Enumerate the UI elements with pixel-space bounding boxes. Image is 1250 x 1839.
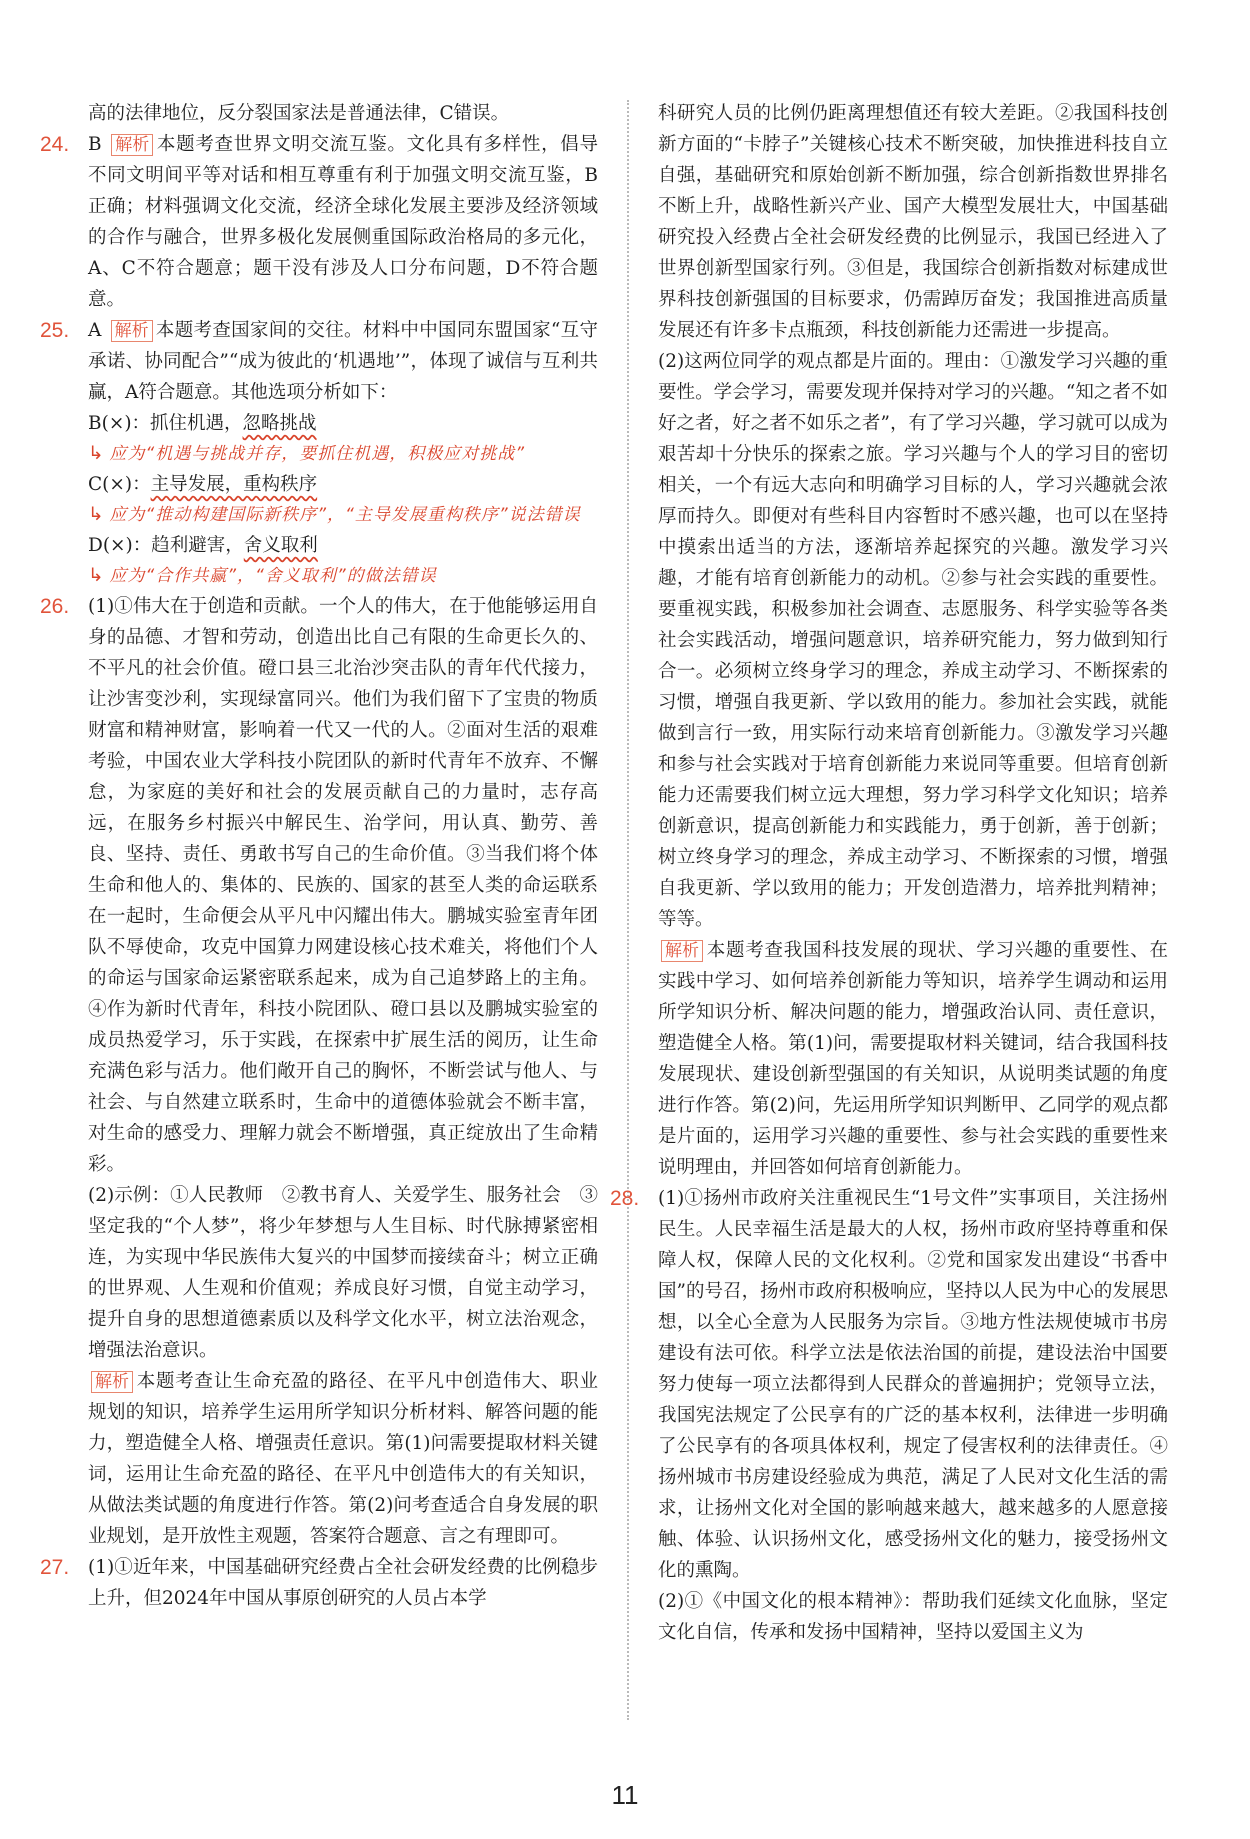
option-b-line bbox=[88, 408, 598, 439]
analysis-text: 本题考查让生命充盈的路径、在平凡中创造伟大、职业规划的知识，培养学生运用所学知识分析材料、解答问题的能力，塑造健全人格、增强责任意识。第(1)问需要提取材料关键词，运用让生命充盈的路径、在平凡中创造伟大的有关知识，从做法类试题的角度进行作答。第(2)问考查适合自身发展的职业规划，是开放性主观题，答案符合题意、言之有理即可。 bbox=[88, 1371, 598, 1547]
analysis-tag: 解析 bbox=[661, 940, 703, 962]
right-column bbox=[610, 98, 1168, 1648]
question-28 bbox=[610, 1183, 1168, 1648]
option-c-note bbox=[88, 500, 598, 530]
analysis-tag: 解析 bbox=[111, 320, 153, 342]
answer-letter: B bbox=[88, 134, 102, 155]
question-number: 25. bbox=[40, 319, 70, 342]
option-b-prefix: B(×)：抓住机遇， bbox=[88, 413, 243, 434]
arrow-icon: ↳ bbox=[88, 565, 104, 586]
handwritten-note: 应为“推动构建国际新秩序”，“主导发展重构秩序”说法错误 bbox=[109, 505, 581, 525]
question-24 bbox=[40, 129, 598, 315]
option-b-note bbox=[88, 439, 598, 469]
analysis-text: 本题考查国家间的交往。材料中中国同东盟国家“互守承诺、协同配合”“成为彼此的‘机遇地’”，体现了诚信与互利共赢，A符合题意。其他选项分析如下： bbox=[88, 320, 598, 403]
option-d-error: 舍义取利 bbox=[243, 535, 318, 556]
analysis-text: 本题考查我国科技发展的现状、学习兴趣的重要性、在实践中学习、如何培养创新能力等知识，培养学生调动和运用所学知识分析、解决问题的能力，增强政治认同、责任意识，塑造健全人格。第(1)问，需要提取材料关键词，结合我国科技发展现状、建设创新型强国的有关知识，从说明类试题的角度进行作答。第(2)问，先运用所学知识判断甲、乙同学的观点都是片面的，运用学习兴趣的重要性、参与社会实践的重要性来说明理由，并回答如何培育创新能力。 bbox=[658, 940, 1168, 1178]
analysis-paragraph bbox=[88, 1366, 598, 1552]
analysis-tag: 解析 bbox=[91, 1371, 133, 1393]
analysis-tag: 解析 bbox=[111, 134, 153, 156]
answer-part-1: (1)①近年来，中国基础研究经费占全社会研发经费的比例稳步上升，但2024年中国从事原创研究的人员占本学 bbox=[88, 1557, 598, 1609]
answer-part-1: (1)①扬州市政府关注重视民生“1号文件”实事项目，关注扬州民生。人民幸福生活是最大的人权，扬州市政府坚持尊重和保障人权，保障人民的文化权利。②党和国家发出建设“书香中国”的号召，扬州市政府积极响应，坚持以人民为中心的发展思想，以全心全意为人民服务为宗旨。③地方性法规使城市书房建设有法可依。科学立法是依法治国的前提，建设法治中国要努力使每一项立法都得到人民群众的普遍拥护；党领导立法，我国宪法规定了公民享有的广泛的基本权利，法律进一步明确了公民享有的各项具体权利，规定了侵害权利的法律责任。④扬州城市书房建设经验成为典范，满足了人民对文化生活的需求，让扬州文化对全国的影响越来越大，越来越多的人愿意接触、体验、认识扬州文化，感受扬州文化的魅力，接受扬州文化的熏陶。 bbox=[658, 1188, 1168, 1581]
column-divider bbox=[627, 100, 629, 1720]
question-25 bbox=[40, 315, 598, 408]
left-column bbox=[40, 98, 598, 1614]
answer-part-1: (1)①伟大在于创造和贡献。一个人的伟大，在于他能够运用自身的品德、才智和劳动，创造出比自己有限的生命更长久的、不平凡的社会价值。磴口县三北治沙突击队的青年代代接力，让沙害变沙利，实现绿富同兴。他们为我们留下了宝贵的物质财富和精神财富，影响着一代又一代的人。②面对生活的艰难考验，中国农业大学科技小院团队的新时代青年不放弃、不懈怠，为家庭的美好和社会的发展贡献自己的力量时，志存高远，在服务乡村振兴中解民生、治学问，用认真、勤劳、善良、坚持、责任、勇敢书写自己的生命价值。③当我们将个体生命和他人的、集体的、民族的、国家的甚至人类的命运联系在一起时，生命便会从平凡中闪耀出伟大。鹏城实验室青年团队不辱使命，攻克中国算力网建设核心技术难关，将他们个人的命运与国家命运紧密联系起来，成为自己追梦路上的主角。④作为新时代青年，科技小院团队、磴口县以及鹏城实验室的成员热爱学习，乐于实践，在探索中扩展生活的阅历，让生命充满色彩与活力。他们敞开自己的胸怀，不断尝试与他人、与社会、与自然建立联系时，生命中的道德体验就会不断丰富，对生命的感受力、理解力就会不断增强，真正绽放出了生命精彩。 bbox=[88, 596, 598, 1175]
analysis-text: 本题考查世界文明交流互鉴。文化具有多样性，倡导不同文明间平等对话和相互尊重有利于加强文明交流互鉴，B正确；材料强调文化交流，经济全球化发展主要涉及经济领域的合作与融合，世界多极化发展侧重国际政治格局的多元化，A、C不符合题意；题干没有涉及人口分布问题，D不符合题意。 bbox=[88, 134, 598, 310]
option-d-prefix: D(×)：趋利避害， bbox=[88, 535, 244, 556]
answer-part-2: (2)示例：①人民教师 ②教书育人、关爱学生、服务社会 ③坚定我的“个人梦”，将少年梦想与人生目标、时代脉搏紧密相连，为实现中华民族伟大复兴的中国梦而接续奋斗；树立正确的世界观、人生观和价值观；养成良好习惯，自觉主动学习，提升自身的思想道德素质以及科学文化水平，树立法治观念，增强法治意识。 bbox=[88, 1185, 598, 1361]
question-27 bbox=[40, 1552, 598, 1614]
option-c-error: 主导发展，重构秩序 bbox=[150, 474, 318, 495]
q27-continued: 科研究人员的比例仍距离理想值还有较大差距。②我国科技创新方面的“卡脖子”关键核心技术不断突破，加快推进科技自立自强，基础研究和原始创新不断加强，综合创新指数世界排名不断上升，战略性新兴产业、国产大模型发展壮大，中国基础研究投入经费占全社会研发经费的比例显示，我国已经进入了世界创新型国家行列。③但是，我国综合创新指数对标建成世界科技创新强国的目标要求，仍需踔厉奋发；我国推进高质量发展还有许多卡点瓶颈，科技创新能力还需进一步提高。 bbox=[658, 103, 1168, 341]
answer-part-2: (2)①《中国文化的根本精神》：帮助我们延续文化血脉，坚定文化自信，传承和发扬中国精神，坚持以爱国主义为 bbox=[658, 1591, 1168, 1643]
question-number: 28. bbox=[610, 1187, 640, 1210]
question-26 bbox=[40, 591, 598, 1552]
intro-line: 高的法律地位，反分裂国家法是普通法律，C错误。 bbox=[88, 103, 510, 124]
option-d-line bbox=[88, 530, 598, 561]
option-d-note bbox=[88, 561, 598, 591]
handwritten-note: 应为“机遇与挑战并存，要抓住机遇，积极应对挑战” bbox=[109, 444, 526, 464]
handwritten-note: 应为“合作共赢”，“舍义取利”的做法错误 bbox=[109, 566, 437, 586]
q27-part-2: (2)这两位同学的观点都是片面的。理由：①激发学习兴趣的重要性。学会学习，需要发现并保持对学习的兴趣。“知之者不如好之者，好之者不如乐之者”，有了学习兴趣，学习就可以成为艰苦却十分快乐的探索之旅。学习兴趣与个人的学习目的密切相关，一个有远大志向和明确学习目标的人，学习兴趣就会浓厚而持久。即便对有些科目内容暂时不感兴趣，也可以在坚持中摸索出适当的方法，逐渐培养起探究的兴趣。激发学习兴趣，才能有培育创新能力的动机。②参与社会实践的重要性。要重视实践，积极参加社会调查、志愿服务、科学实验等各类社会实践活动，增强问题意识，培养研究能力，努力做到知行合一。必须树立终身学习的理念，养成主动学习、不断探索的习惯，增强自我更新、学以致用的能力。参加社会实践，就能做到言行一致，用实际行动来培育创新能力。③激发学习兴趣和参与社会实践对于培育创新能力来说同等重要。但培育创新能力还需要我们树立远大理想，努力学习科学文化知识；培养创新意识，提高创新能力和实践能力，勇于创新，善于创新；树立终身学习的理念，养成主动学习、不断探索的习惯，增强自我更新、学以致用的能力；开发创造潜力，培养批判精神；等等。 bbox=[658, 351, 1168, 930]
option-c-prefix: C(×)： bbox=[88, 474, 151, 495]
question-number: 26. bbox=[40, 595, 70, 618]
arrow-icon: ↳ bbox=[88, 443, 104, 464]
option-b-error: 忽略挑战 bbox=[242, 413, 317, 434]
arrow-icon: ↳ bbox=[88, 504, 104, 525]
question-number: 24. bbox=[40, 133, 70, 156]
page-number: 11 bbox=[611, 1780, 639, 1810]
q27-analysis bbox=[658, 935, 1168, 1183]
option-c-line bbox=[88, 469, 598, 500]
question-number: 27. bbox=[40, 1556, 70, 1579]
answer-letter: A bbox=[88, 320, 102, 341]
